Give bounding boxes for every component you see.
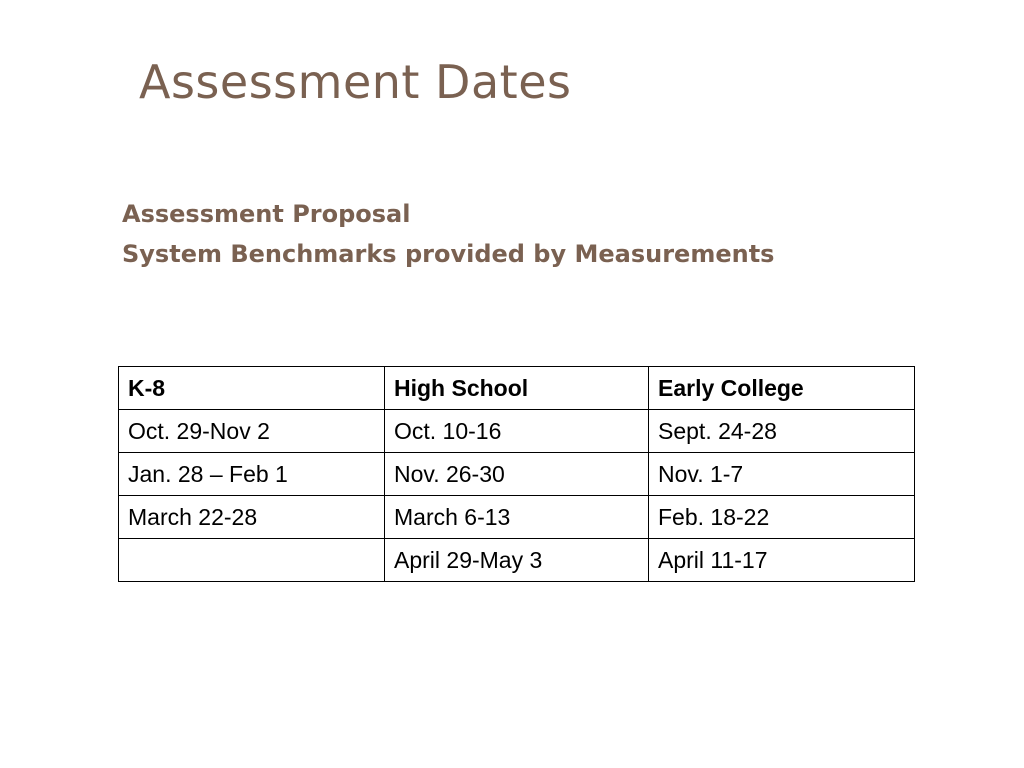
- table-cell-high-school: Oct. 10-16: [385, 410, 649, 453]
- table-header-row: [119, 367, 915, 410]
- subtitle-line-proposal: Assessment Proposal: [122, 200, 411, 228]
- table-cell-early-college: Sept. 24-28: [649, 410, 915, 453]
- table-cell-k8: Oct. 29-Nov 2: [119, 410, 385, 453]
- assessment-dates-table: [118, 366, 915, 582]
- table-row: [119, 453, 915, 496]
- table-cell-high-school: April 29-May 3: [385, 539, 649, 582]
- table-cell-high-school: March 6-13: [385, 496, 649, 539]
- header-high-school: High School: [385, 367, 649, 410]
- table-row: [119, 539, 915, 582]
- table-cell-k8: March 22-28: [119, 496, 385, 539]
- table-cell-k8: Jan. 28 – Feb 1: [119, 453, 385, 496]
- slide-subtitle: [122, 194, 774, 274]
- subtitle-line-benchmarks: System Benchmarks provided by Measurements: [122, 240, 775, 268]
- table-row: [119, 410, 915, 453]
- table-cell-early-college: April 11-17: [649, 539, 915, 582]
- table-cell-k8: [119, 539, 385, 582]
- table-cell-early-college: Nov. 1-7: [649, 453, 915, 496]
- table-cell-early-college: Feb. 18-22: [649, 496, 915, 539]
- table-row: [119, 496, 915, 539]
- header-k8: K-8: [119, 367, 385, 410]
- header-early-college: Early College: [649, 367, 915, 410]
- slide-title: Assessment Dates: [139, 55, 572, 109]
- table-cell-high-school: Nov. 26-30: [385, 453, 649, 496]
